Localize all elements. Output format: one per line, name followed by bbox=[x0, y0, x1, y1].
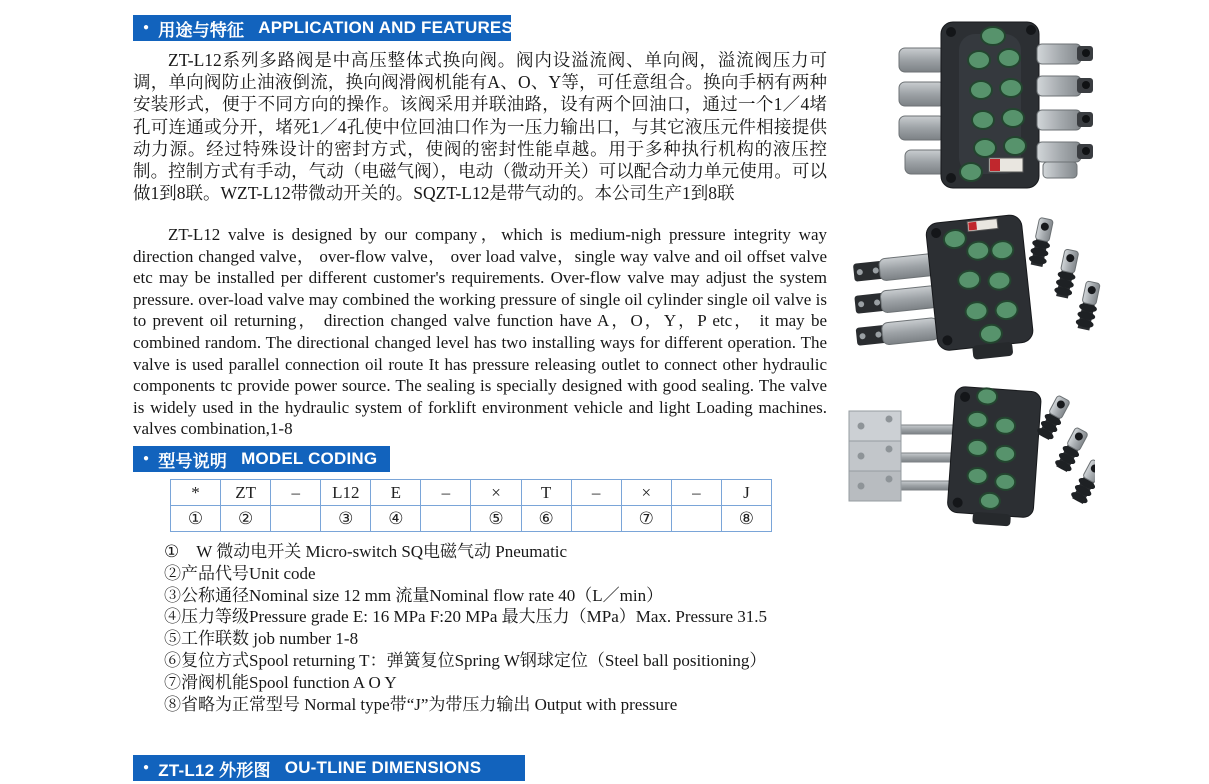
bullet-icon: ● bbox=[143, 762, 150, 773]
code-cell: L12 bbox=[321, 480, 371, 506]
valve-photo-bottom bbox=[843, 381, 1095, 533]
bullet-icon: ● bbox=[143, 453, 150, 464]
outline-title-en: OU-TLINE DIMENSIONS bbox=[284, 758, 482, 777]
left-spool-caps bbox=[899, 48, 947, 174]
right-spools bbox=[1037, 44, 1093, 178]
features-title-cn: 用途与特征 bbox=[158, 20, 245, 40]
position-number-row bbox=[171, 506, 772, 532]
note-item-6: ⑥复位方式Spool returning T：弹簧复位Spring W钢球定位（Steel ball positioning） bbox=[164, 650, 767, 670]
code-cell: – bbox=[421, 480, 471, 506]
pneumatic-blocks bbox=[849, 411, 901, 501]
position-cell bbox=[421, 506, 471, 532]
features-title-en: APPLICATION AND FEATURES bbox=[258, 18, 514, 37]
position-cell: ④ bbox=[371, 506, 421, 532]
section-header-outline-dimensions bbox=[133, 755, 525, 781]
model-code-row bbox=[171, 480, 772, 506]
position-cell: ⑦ bbox=[621, 506, 671, 532]
code-cell: J bbox=[721, 480, 771, 506]
code-cell: * bbox=[171, 480, 221, 506]
valve-body bbox=[925, 214, 1035, 363]
bullet-icon: ● bbox=[143, 22, 150, 33]
position-cell: ③ bbox=[321, 506, 371, 532]
code-cell: – bbox=[571, 480, 621, 506]
outline-title-cn: ZT-L12 外形图 bbox=[158, 760, 271, 780]
note-item-1: ① W 微动电开关 Micro-switch SQ电磁气动 Pneumatic bbox=[164, 542, 568, 561]
features-paragraph-en: ZT-L12 valve is designed by our company，which is medium-nigh pressure integrity way direction changed valve， over-flow valve， over load valve，single way valve and oil offset valve etc may be installed per different customer's requirements. Over-flow valve may adjust the system pressure. over-load valve may combined the working pressure of single oil cylinder single oil valve is to prevent oil returning， direction changed valve function have A，O，Y，P etc， it may be combined random. The directional changed level has two installing ways for different operation. The valve is used parallel connection oil route It has pressure releasing outlet to connect other hydraulic components tc provide power source. The sealing is specially designed with good sealing. The valve is widely used in the hydraulic system of forklift environment vehicle and light Loading machines. valves combination,1-8 bbox=[133, 225, 827, 439]
position-cell: ⑤ bbox=[471, 506, 521, 532]
code-cell: – bbox=[671, 480, 721, 506]
model-coding-table bbox=[170, 479, 772, 532]
code-cell: ZT bbox=[221, 480, 271, 506]
nameplate-label bbox=[989, 158, 1023, 172]
note-item-3: ③公称通径Nominal size 12 mm 流量Nominal flow rate 40（L／min） bbox=[164, 585, 664, 605]
model-coding-title-cn: 型号说明 bbox=[158, 451, 228, 471]
position-cell: ⑧ bbox=[721, 506, 771, 532]
features-paragraph-cn: ZT-L12系列多路阀是中高压整体式换向阀。阀内设溢流阀、单向阀，溢流阀压力可调，单向阀防止油液倒流，换向阀滑阀机能有A、O、Y等，可任意组合。换向手柄有两种安装形式，便于不同方向的操作。该阀采用并联油路，设有两个回油口，通过一个1／4堵孔可连通或分开，堵死1／4孔使中位回油口作为一压力输出口，与其它液压元件相接提供动力源。经过特殊设计的密封方式，使阀的密封性能卓越。用于多种执行机构的液压控制。控制方式有手动，气动（电磁气阀），电动（微动开关）可以配合动力单元使用。可以做1到8联。WZT-L12带微动开关的。SQZT-L12是带气动的。本公司生产1到8联 bbox=[133, 50, 827, 204]
valve-photo-top bbox=[893, 16, 1098, 198]
note-item-2: ②产品代号Unit code bbox=[164, 563, 316, 583]
code-cell: T bbox=[521, 480, 571, 506]
valve-photo-middle bbox=[848, 203, 1106, 371]
valve-body bbox=[946, 386, 1041, 528]
note-item-7: ⑦滑阀机能Spool function A O Y bbox=[164, 672, 397, 692]
code-cell: – bbox=[271, 480, 321, 506]
model-coding-notes bbox=[164, 541, 854, 715]
model-coding-title-en: MODEL CODING bbox=[241, 449, 378, 468]
note-item-4: ④压力等级Pressure grade E: 16 MPa F:20 MPa 最大压力（MPa）Max. Pressure 31.5 bbox=[164, 607, 767, 627]
position-cell bbox=[571, 506, 621, 532]
note-item-8: ⑧省略为正常型号 Normal type带“J”为带压力输出 Output with pressure bbox=[164, 694, 678, 714]
position-cell bbox=[671, 506, 721, 532]
note-item-5: ⑤工作联数 job number 1-8 bbox=[164, 629, 359, 649]
spool-stems bbox=[1036, 394, 1095, 505]
position-cell: ② bbox=[221, 506, 271, 532]
position-cell bbox=[271, 506, 321, 532]
code-cell: × bbox=[621, 480, 671, 506]
position-cell: ⑥ bbox=[521, 506, 571, 532]
code-cell: × bbox=[471, 480, 521, 506]
position-cell: ① bbox=[171, 506, 221, 532]
spool-stems bbox=[1023, 211, 1106, 337]
code-cell: E bbox=[371, 480, 421, 506]
section-header-model-coding bbox=[133, 446, 390, 472]
section-header-features bbox=[133, 15, 514, 41]
